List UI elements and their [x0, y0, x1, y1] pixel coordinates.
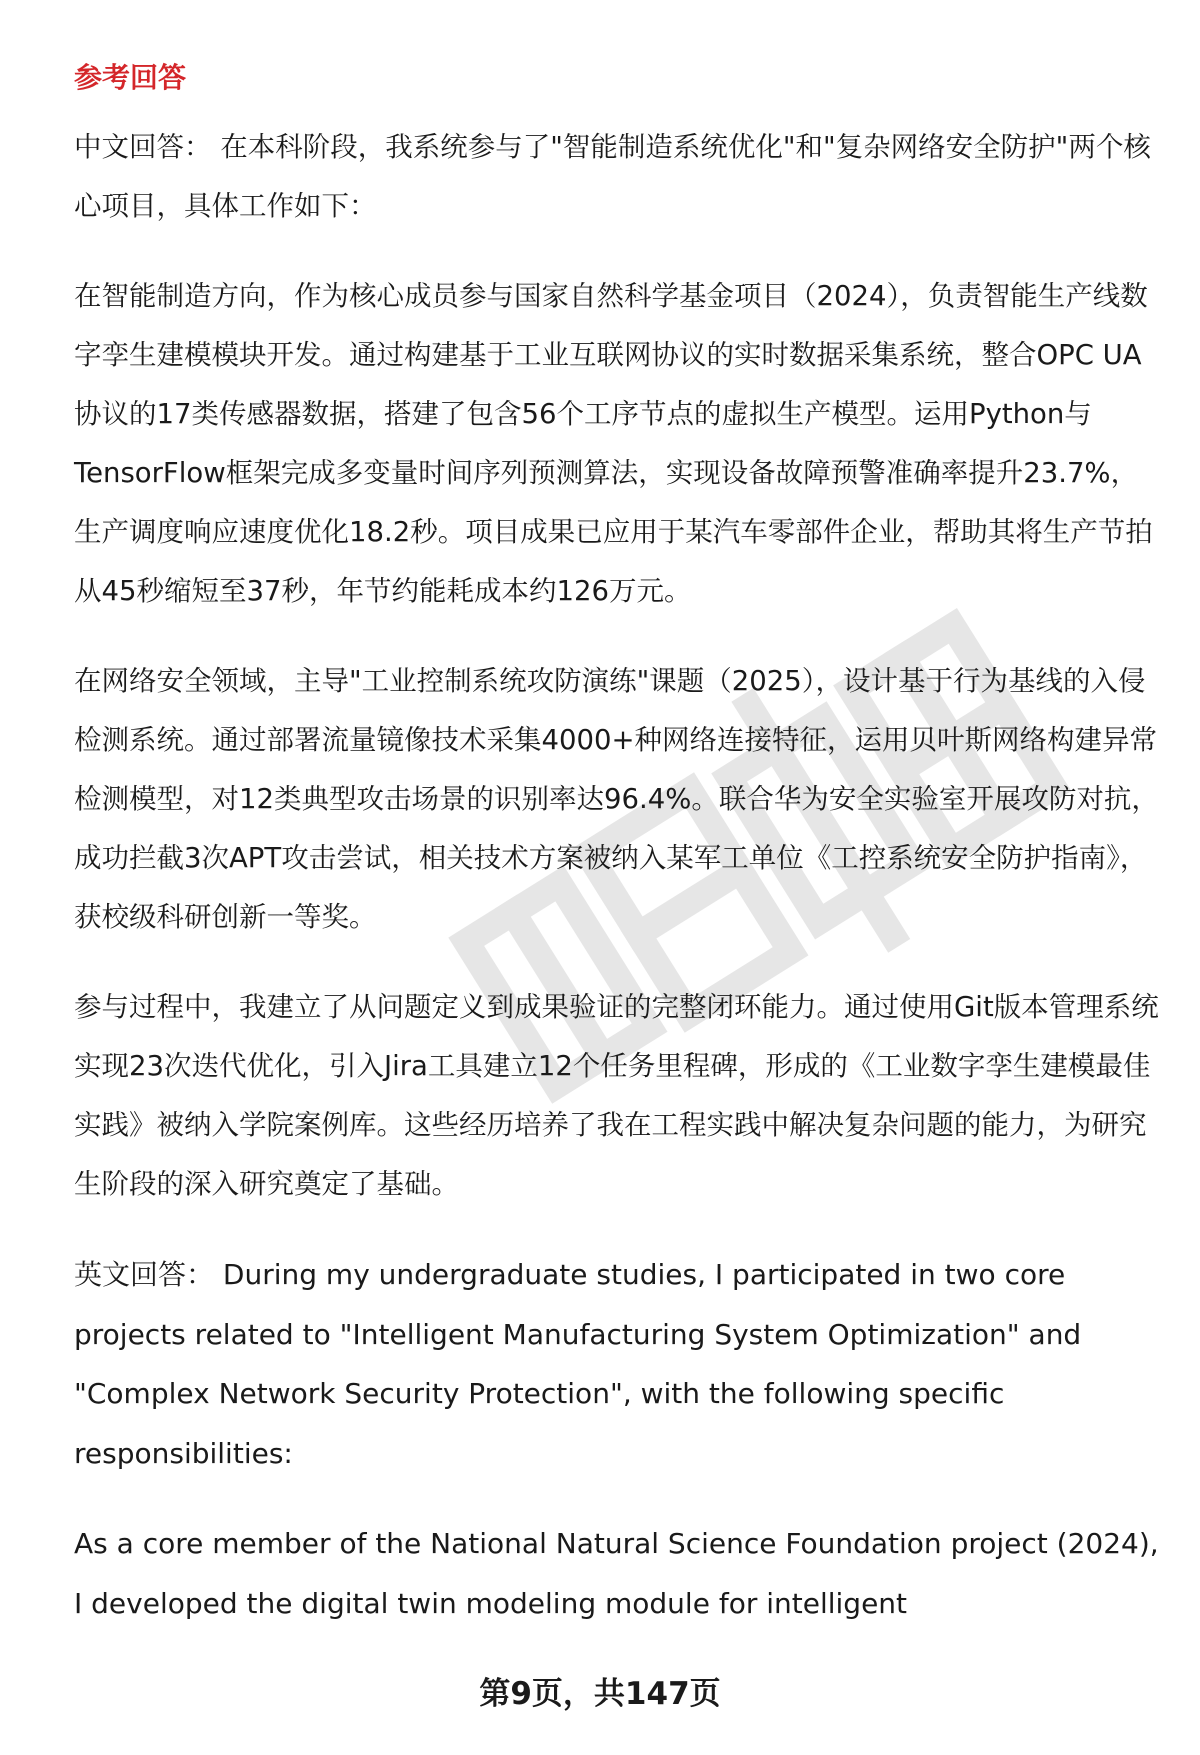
- english-answer-intro: 英文回答： During my undergraduate studies, I participated in two core projects related to "Intelligent Manufacturing System Optimization" and "Complex Network Security Protection", with the following specific responsibilities:: [74, 1258, 1082, 1470]
- process-paragraph: 参与过程中，我建立了从问题定义到成果验证的完整闭环能力。通过使用Git版本管理系统实现23次迭代优化，引入Jira工具建立12个任务里程碑，形成的《工业数字孪生建模最佳实践》被纳入学院案例库。这些经历培养了我在工程实践中解决复杂问题的能力，为研究生阶段的深入研究奠定了基础。: [74, 991, 1159, 1200]
- english-manufacturing-paragraph: As a core member of the National Natural Science Foundation project (2024), I developed the digital twin modeling module for intelligent: [74, 1527, 1159, 1620]
- answer-content: [74, 58, 1160, 1664]
- security-paragraph: 在网络安全领域，主导"工业控制系统攻防演练"课题（2025），设计基于行为基线的入侵检测系统。通过部署流量镜像技术采集4000+种网络连接特征，运用贝叶斯网络构建异常检测模型，对12类典型攻击场景的识别率达96.4%。联合华为安全实验室开展攻防对抗，成功拦截3次APT攻击尝试，相关技术方案被纳入某军工单位《工控系统安全防护指南》，获校级科研创新一等奖。: [74, 665, 1159, 933]
- section-heading: 参考回答: [74, 61, 187, 94]
- manufacturing-paragraph: 在智能制造方向，作为核心成员参与国家自然科学基金项目（2024），负责智能生产线数字孪生建模模块开发。通过构建基于工业互联网协议的实时数据采集系统，整合OPC UA协议的17类传感器数据，搭建了包含56个工序节点的虚拟生产模型。运用Python与TensorFlow框架完成多变量时间序列预测算法，实现设备故障预警准确率提升23.7%，生产调度响应速度优化18.2秒。项目成果已应用于某汽车零部件企业，帮助其将生产节拍从45秒缩短至37秒，年节约能耗成本约126万元。: [74, 280, 1153, 607]
- chinese-answer-intro: 中文回答： 在本科阶段，我系统参与了"智能制造系统优化"和"复杂网络安全防护"两个核心项目，具体工作如下：: [74, 131, 1151, 222]
- page-number-footer: 第9页，共147页: [479, 1676, 721, 1712]
